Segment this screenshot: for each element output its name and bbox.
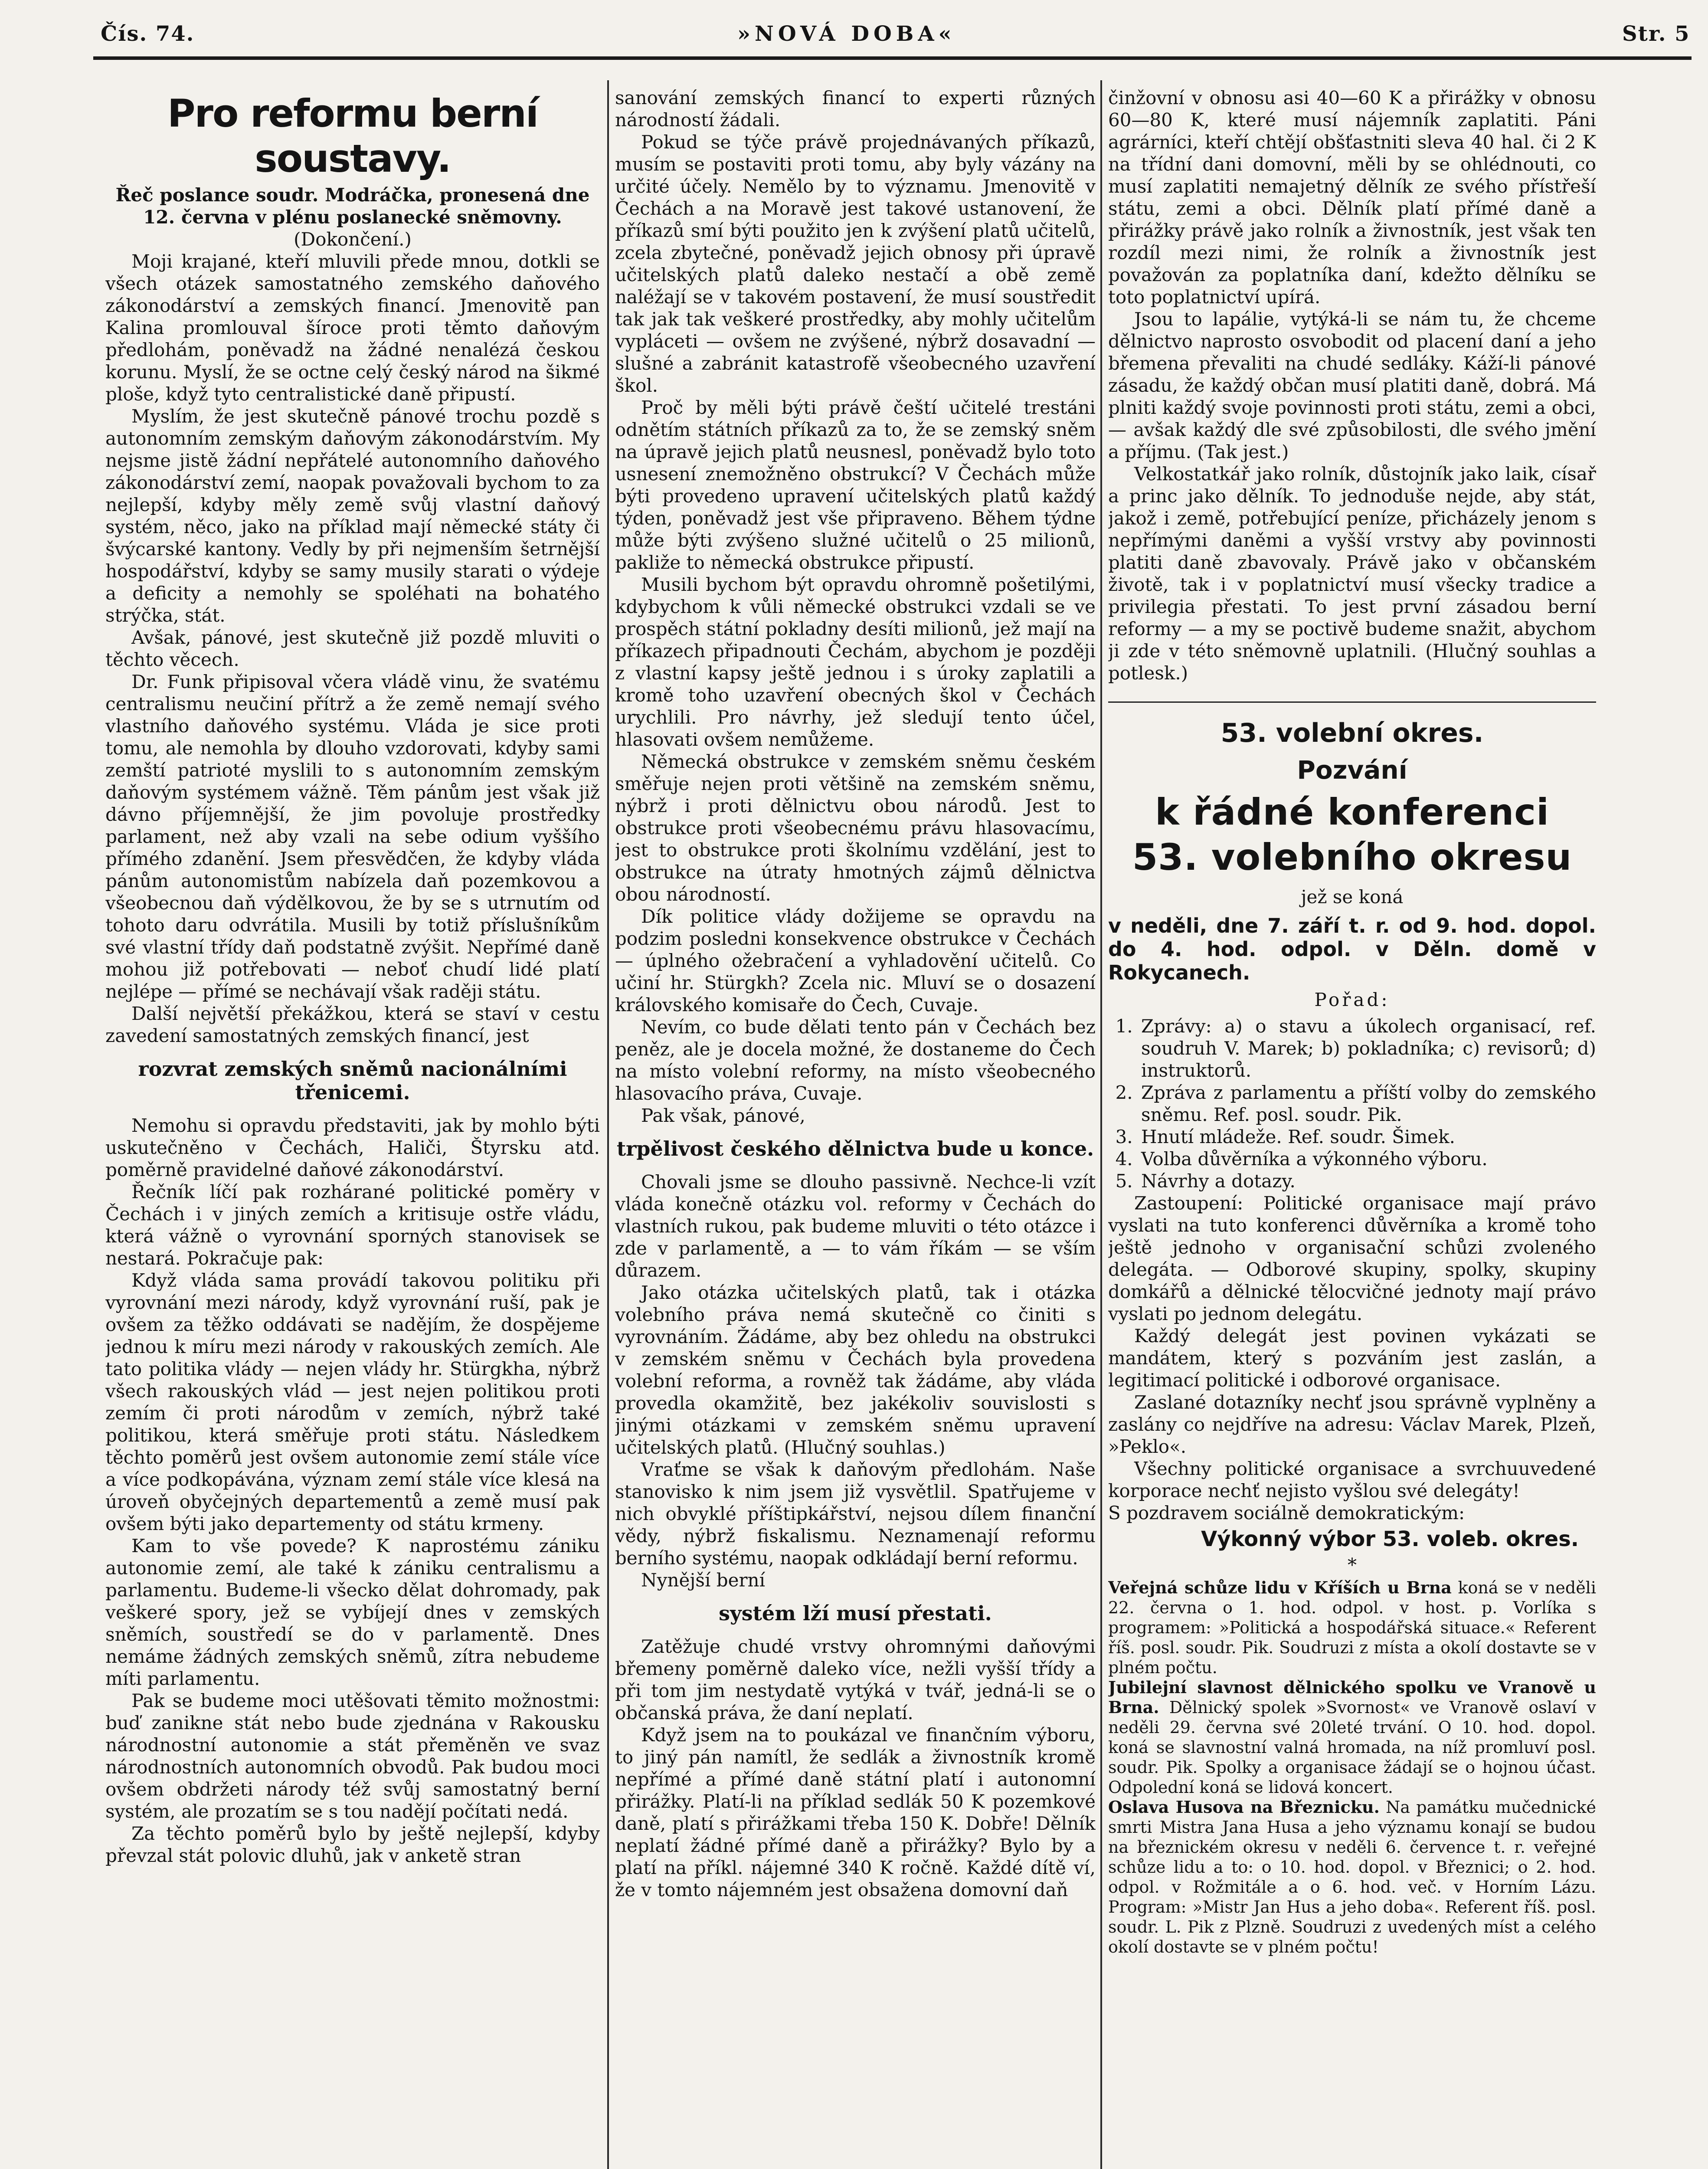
column-divider	[607, 80, 609, 2169]
paragraph: Jsou to lapálie, vytýká-li se nám tu, že chceme dělnictvo naprosto osvobodit od placení daní a jeho břemena převaliti na chudé sedláky. Káží-li pánové zásadu, že každý občan musí platiti daně, dobrá. Má plniti každý svoje povinnosti proti státu, zemi a obci, — avšak každý dle své způsobilosti, dle svého jmění a příjmu. (Tak jest.)	[1108, 308, 1596, 462]
paragraph: Vraťme se však k daňovým předlohám. Naše stanovisko k nim jsem již vysvětlil. Spatřujeme v nich obvyklé příštipkářství, nejsou dílem finanční vědy, nýbrž fiskalismu. Neznamenají reformu berního systému, naopak odkládají berní reformu.	[615, 1459, 1096, 1569]
agenda-item: 4. Volba důvěrníka a výkonného výboru.	[1139, 1148, 1596, 1170]
paragraph: Každý delegát jest povinen vykázati se mandátem, který s pozváním jest zaslán, a legitimací politické i odborové organisace.	[1108, 1325, 1596, 1391]
invitation-heading: Pozvání	[1297, 755, 1407, 785]
paragraph: Zatěžuje chudé vrstvy ohromnými daňovými břemeny poměrně daleko více, nežli vyšší třídy a při tom jim nestydatě vytýká v tvář, jedná-li se o občanská práva, že daní neplatí.	[615, 1636, 1096, 1723]
agenda-item: 1. Zprávy: a) o stavu a úkolech organisací, ref. soudruh V. Marek; b) pokladníka; c) revisorů; d) instruktorů.	[1139, 1015, 1596, 1081]
notice-text: Na památku mučednické smrti Mistra Jana Husa a jeho významu konají se budou na březnickém okresu v neděli 6. července t. r. veřejné schůze lidu a to: o 10. hod. dopol. v Březnici; o 2. hod. odpol. v Rožmitále a o 6. hod. več. v Horním Lázu. Program: »Mistr Jan Hus a jeho doba«. Referent říš. posl. soudr. L. Pik z Plzně. Soudruzi z uvedených míst a celého okolí dostavte se v plném počtu!	[1108, 1798, 1596, 1956]
greeting: S pozdravem sociálně demokratickým:	[1108, 1502, 1465, 1524]
agenda-item: 3. Hnutí mládeže. Ref. soudr. Šimek.	[1139, 1126, 1596, 1148]
paragraph: Chovali jsme se dlouho passivně. Nechce-li vzít vláda konečně otázku vol. reformy v Čechách do vlastních rukou, pak budeme mluviti o této otázce i zde v parlamentě, a — to vám říkám — se vším důrazem.	[615, 1171, 1096, 1281]
column-1	[105, 91, 600, 1867]
column-3	[1108, 87, 1596, 1957]
notice-1	[1108, 1578, 1596, 1678]
paragraph: Velkostatkář jako rolník, důstojník jako laik, císař a princ jako dělník. To jednoduše nejde, aby stát, jakož i země, potřebující peníze, přicházely jenom s nepřímými daněmi a vyšší vrstvy aby povinnosti platiti daně zbavovaly. Právě jako v občanském životě, tak i v poplatnictví musí všecky tradice a privilegia přestati. To jest první zásadou berní reformy — a my se poctivě budeme snažit, abychom ji zde v této sněmovně uplatnili. (Hlučný souhlas a potlesk.)	[1108, 463, 1596, 684]
newspaper-name: »NOVÁ DOBA«	[737, 22, 956, 46]
conference-title-2: 53. volebního okresu	[1132, 836, 1572, 878]
notice-text: koná se v neděli 22. června o 1. hod. odpol. v host. p. Vorlíka s programem: »Politická a hospodářská situace.« Referent říš. posl. soudr. Pik. Soudruzi z místa a okolí dostavte se v plném počtu.	[1108, 1578, 1596, 1677]
paragraph: Dík politice vlády dožijeme se opravdu na podzim posledni konsekvence obstrukce v Čechách — úplného ožebračení a vyhladovění učitelů. Co učiní hr. Stürgkh? Zcela nic. Mluví se o dosazení královského komisaře do Čech, Cuvaje.	[615, 906, 1096, 1016]
paragraph: Pak se budeme moci utěšovati těmito možnostmi: buď zanikne stát nebo bude zjednána v Rakousku národnostní autonomie a stát přeměněn ve svaz národnostních autonomních obvodů. Pak budou moci ovšem obdržeti národy též svůj samostatný berní systém, ale prozatím se s tou nadějí počítati nedá.	[105, 1690, 600, 1822]
notice-title: Oslava Husova na Březnicku.	[1108, 1797, 1380, 1817]
held-text: jež se koná	[1301, 886, 1404, 908]
agenda-item: 5. Návrhy a dotazy.	[1139, 1170, 1596, 1192]
paragraph: Když vláda sama provádí takovou politiku při vyrovnání mezi národy, když vyrovnání ruší, pak je ovšem za těžko oddávati se nadějím, že dospějeme jednou k míru mezi národy v rakouských zemích. Ale tato politika vlády — nejen vlády hr. Stürgkha, nýbrž všech rakouských vlád — jest nejen politikou proti zemím či proti národům v zemích, nýbrž také politikou, která směřuje proti státu. Následkem těchto poměrů jest ovšem autonomie zemí stále více a více podkopávána, význam zemí stále více klesá na úroveň obyčejných departementů a země musí pak ovšem býti jako departementy od státu krmeny.	[105, 1270, 600, 1534]
district-heading: 53. volební okres.	[1220, 718, 1484, 748]
conference-date: v neděli, dne 7. září t. r. od 9. hod. dopol. do 4. hod. odpol. v Děln. domě v Rokycanech.	[1108, 914, 1596, 984]
paragraph: Proč by měli býti právě čeští učitelé trestáni odnětím státních příkazů za to, že se zemský sněm na úpravě jejich platů neusnesl, poněvadž bylo toto usnesení znemožněno obstrukcí? V Čechách může býti provedeno upravení učitelských platů každý týden, poněvadž jest vše připraveno. Během týdne může býti zvýšeno služné učitelů o 25 milionů, pakliže to německá obstrukce připustí.	[615, 397, 1096, 573]
continuation-note: (Dokončení.)	[294, 229, 412, 250]
paragraph: Pokud se týče právě projednávaných příkazů, musím se postaviti proti tomu, aby byly vázány na určité účely. Nemělo by to významu. Jmenovitě v Čechách a na Moravě jest takové ustanovení, že příkazů smí býti použito jen k zvýšení platů učitelů, zcela zbytečné, poněvadž jejich obnosy při úpravě učitelských platů daleko nestačí a obě země naléžají se v takovém postavení, že musí soustředit tak jak tak veškeré prostředky, aby mohly učitelům vypláceti — ovšem ne zvýšené, nýbrž dosavadní — slušné a zabránit katastrofě všeobecného uzavření škol.	[615, 131, 1096, 396]
page-number: Str. 5	[1622, 22, 1690, 46]
paragraph: Řečník líčí pak rozhárané politické poměry v Čechách i v jiných zemích a kritisuje ostře vládu, která vážně o vyrovnání sporných stanovisek se nestará. Pokračuje pak:	[105, 1181, 600, 1269]
agenda-item: 2. Zpráva z parlamentu a příští volby do zemského sněmu. Ref. posl. soudr. Pik.	[1139, 1081, 1596, 1126]
paragraph: Dr. Funk připisoval včera vládě vinu, že svatému centralismu neučiní přítrž a že země nemají svého vlastního daňového systému. Vláda je sice proti tomu, ale nemohla by dlouho vzdorovati, kdyby sami zemští patrioté myslili to s autonomním zemským daňovým systémem vážně. Těm pánům jest však již dávno příjemnější, že jim povoluje prostředky parlament, než aby vzali na sebe odium vyššího přímého zdanění. Jsem přesvědčen, že kdyby vláda pánům autonomistům nabízela daň pozemkovou a všeobecnou daň výdělkovou, že by se s utrnutím od tohoto daru odvrátila. Musili by totiž příslušníkům své vlastní třídy daň podstatně zvýšit. Nepřímé daně mohou již potřebovati — neboť chudí lidé platí nejlépe — přímé se nechávají však raději státu.	[105, 671, 600, 1002]
header-rule	[93, 56, 1692, 60]
paragraph: Nemohu si opravdu představiti, jak by mohlo býti uskutečněno v Čechách, Haliči, Štyrsku atd. poměrně pravidelné daňové zákonodárství.	[105, 1115, 600, 1180]
paragraph: Jako otázka učitelských platů, tak i otázka volebního práva nemá skutečně co činiti s vyrovnáním. Žádáme, aby bez ohledu na obstrukci v zemském sněmu v Čechách byla provedena volební reforma, a rovněž tak žádáme, aby vláda provedla okamžitě, bez jakékoliv souvislosti s jinými otázkami v zemském sněmu upravení učitelských platů. (Hlučný souhlas.)	[615, 1282, 1096, 1458]
paragraph: Všechny politické organisace a svrchuuvedené korporace nechť nejisto vyšlou své delegáty!	[1108, 1458, 1596, 1501]
column-2	[615, 87, 1096, 1901]
paragraph: Kam to vše povede? K naprostému zániku autonomie zemí, ale také k zániku centralismu a parlamentu. Budeme-li všecko dělat dohromady, pak veškeré spory, jež se vybíjejí dnes v zemských sněmích, soustředí se do v parlamentě. Dnes nemáme žádných zemských sněmů, zítra nebudeme míti parlamentu.	[105, 1535, 600, 1689]
notice-2	[1108, 1678, 1596, 1797]
conference-title: k řádné konferenci	[1155, 791, 1549, 833]
paragraph: Zaslané dotazníky nechť jsou správně vyplněny a zaslány co nejdříve na adresu: Václav Marek, Plzeň, »Peklo«.	[1108, 1392, 1596, 1457]
paragraph: Nevím, co bude dělati tento pán v Čechách bez peněz, ale je docela možné, že dostaneme do Čech na místo volební reformy, na místo všeobecného hlasovacího práva, Cuvaje.	[615, 1016, 1096, 1104]
separator-star: *	[1348, 1554, 1357, 1576]
paragraph: činžovní v obnosu asi 40—60 K a přirážky v obnosu 60—80 K, které musí nájemník zaplatiti. Páni agrárníci, kteří chtějí obšťastniti sleva 40 hal. či 2 K na třídní dani domovní, měli by se ohlédnouti, co musí zaplatiti nemajetný dělník ze svého přístřeší státu, zemi a obci. Dělník platí přímé daně a přirážky právě jako rolník a živnostník, jest však ten rozdíl mezi nimi, že rolník a živnostník jest považován za poplatníka daní, kdežto dělníku se toto poplatnictví upírá.	[1108, 87, 1596, 308]
paragraph: Musili bychom být opravdu ohromně pošetilými, kdybychom k vůli německé obstrukci vzdali se ve prospěch státní pokladny desíti milionů, jež mají na příkazech připadnouti Čechám, abychom je později z vlastní kapsy ještě jednou i s úroky zaplatili a kromě toho uzavření obecných škol v Čechách urychlili. Pro návrhy, jež sledují tento účel, hlasovati ovšem nemůžeme.	[615, 574, 1096, 750]
notice-text: Dělnický spolek »Svornost« ve Vranově oslaví v neděli 29. června své 20leté trvání. O 10. hod. dopol. koná se slavnostní valná hromada, na níž promluví posl. soudr. Pik. Spolky a organisace žádají se o hojnou účast. Odpolední koná se lidová koncert.	[1108, 1698, 1596, 1797]
notice-3	[1108, 1797, 1596, 1957]
subheading: systém lží musí přestati.	[719, 1602, 992, 1625]
paragraph: Zastoupení: Politické organisace mají právo vyslati na tuto konferenci důvěrníka a kromě toho ještě jednoho v organisační schůzi zvoleného delegáta. — Odborové skupiny, spolky, skupiny domkářů a dělnické tělocvičné jednoty mají právo vyslati po jednom delegátu.	[1108, 1193, 1596, 1324]
notice-title: Jubilejní slavnost dělnického spolku ve Vranově u Brna.	[1108, 1678, 1596, 1717]
paragraph: sanování zemských financí to experti různých národností žádali.	[615, 87, 1096, 131]
paragraph: Když jsem na to poukázal ve finančním výboru, to jiný pán namítl, že sedlák a živnostník kromě nepřímé a přímé daně státní platí i autonomní přirážky. Platí-li na příklad sedlák 50 K pozemkové daně, platí s přirážkami třeba 150 K. Dobře! Dělník neplatí žádné přímé daně a přirážky? Bylo by a platí na příkl. nájemné 340 K ročně. Každé dítě ví, že v tomto nájemném jest obsažena domovní daň	[615, 1724, 1096, 1900]
paragraph: Nynější berní	[641, 1569, 766, 1591]
subheading: rozvrat zemských sněmů nacionálními třenicemi.	[138, 1057, 567, 1104]
section-rule	[1108, 701, 1596, 703]
agenda-list	[1108, 1015, 1596, 1192]
paragraph: Další největší překážkou, která se staví v cestu zavedení samostatných zemských financí, jest	[105, 1003, 600, 1046]
paragraph: Za těchto poměrů bylo by ještě nejlepší, kdyby převzal stát polovic dluhů, jak v anketě stran	[105, 1823, 600, 1866]
paragraph: Avšak, pánové, jest skutečně již pozdě mluviti o těchto věcech.	[105, 627, 600, 670]
paragraph: Pak však, pánové,	[641, 1105, 805, 1126]
notice-title: Veřejná schůze lidu v Kříších u Brna	[1108, 1578, 1452, 1597]
article-title: Pro reformu berní soustavy.	[167, 91, 538, 181]
paragraph: Myslím, že jest skutečně pánové trochu pozdě s autonomním zemským daňovým zákonodárstvím. My nejsme jistě žádní nepřátelé autonomního daňového zákonodárství zemí, naopak považovali bychom to za nejlepší, kdyby měly země svůj vlastní daňový systém, něco, jako na příklad mají německé státy či švýcarské kantony. Vedly by při nejmenším šetrnější hospodářství, kdyby se samy musily starati o výdeje a deficity a nemohly se spoléhati na bohatého strýčka, stát.	[105, 406, 600, 626]
signature: Výkonný výbor 53. voleb. okres.	[1201, 1527, 1579, 1551]
paragraph: Moji krajané, kteří mluvili přede mnou, dotkli se všech otázek samostatného zemského daňového zákonodárství a zemských financí. Jmenovitě pan Kalina promlouval šíroce proti těmto daňovým předlohám, poněvadž na žádné nenalézá českou korunu. Myslí, že se octne celý český národ na šikmé ploše, když tyto centralistické daně připustí.	[105, 251, 600, 405]
subheading: trpělivost českého dělnictva bude u konce.	[616, 1137, 1094, 1160]
issue-number: Čís. 74.	[101, 22, 195, 46]
column-divider	[1100, 80, 1102, 2169]
paragraph: Německá obstrukce v zemském sněmu českém směřuje nejen proti většině na zemském sněmu, nýbrž i proti dělnictvu obou národů. Jest to obstrukce proti všeobecnému právu hlasovacímu, jest to obstrukce proti školnímu vzdělání, jest to obstrukce na útraty hmotných zájmů dělnictva obou národností.	[615, 751, 1096, 905]
agenda-heading: Pořad:	[1314, 989, 1390, 1010]
article-lead: Řeč poslance soudr. Modráčka, pronesená dne 12. června v plénu poslanecké sněmovny.	[115, 184, 590, 228]
